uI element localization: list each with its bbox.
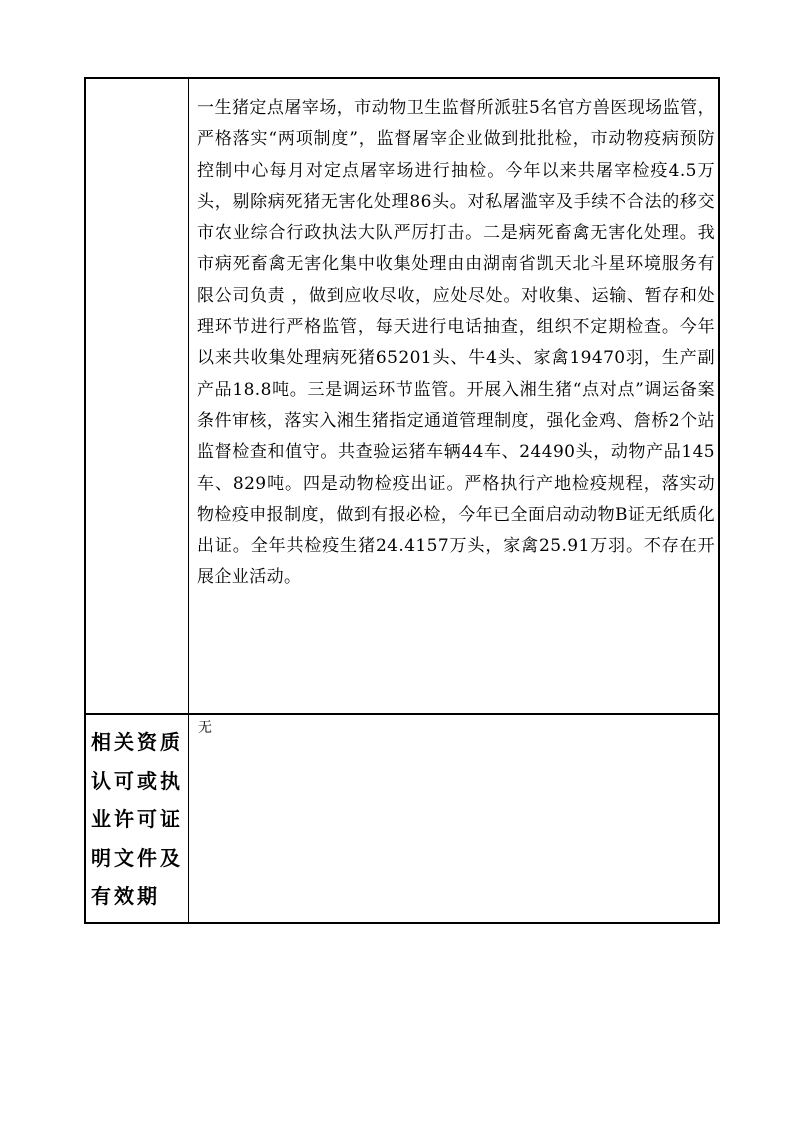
table-row-qualifications (86, 715, 718, 922)
activities-text: 一生猪定点屠宰场，市动物卫生监督所派驻5名官方兽医现场监管，严格落实“两项制度”，监督屠宰企业做到批批检，市动物疫病预防控制中心每月对定点屠宰场进行抽检。今年以来共屠宰检疫4.5万头，剔除病死猪无害化处理86头。对私屠滥宰及手续不合法的移交市农业综合行政执法大队严厉打击。二是病死畜禽无害化处理。我市病死畜禽无害化集中收集处理由由湖南省凯天北斗星环境服务有限公司负责 ，做到应收尽收，应处尽处。对收集、运输、暂存和处理环节进行严格监管，每天进行电话抽查，组织不定期检查。今年以来共收集处理病死猪65201头、牛4头、家禽19470羽，生产副产品18.8吨。三是调运环节监管。开展入湘生猪“点对点”调运备案条件审核，落实入湘生猪指定通道管理制度，强化金鸡、詹桥2个站监督检查和值守。共查验运猪车辆44车、24490头，动物产品145车、829吨。四是动物检疫出证。严格执行产地检疫规程，落实动物检疫申报制度，做到有报必检，今年已全面启动动物B证无纸质化出证。全年共检疫生猪24.4157万头，家禽25.91万羽。不存在开展企业活动。 (197, 98, 715, 588)
table-row-activities (86, 79, 718, 715)
row-content-cell (189, 715, 718, 922)
qualifications-label: 相关资质认可或执业许可证明文件及有效期 (91, 730, 183, 908)
row-content-cell (189, 79, 718, 713)
row-label-cell (86, 79, 189, 713)
row-label-cell (86, 715, 189, 922)
info-table (84, 77, 720, 924)
qualifications-value: 无 (198, 720, 212, 736)
